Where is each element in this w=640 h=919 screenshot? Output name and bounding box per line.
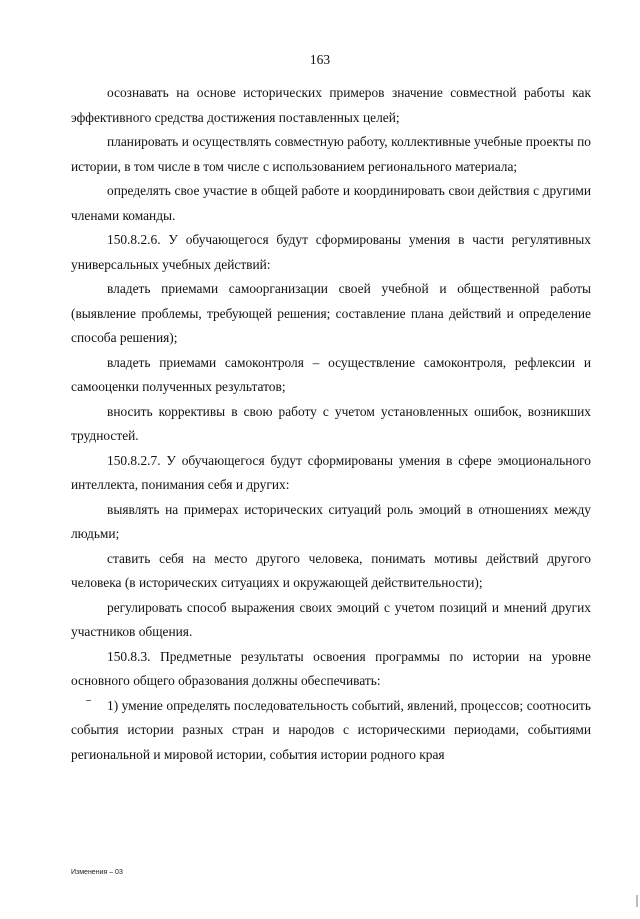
paragraph-3: определять свое участие в общей работе и координировать свои действия с другими членами команды. (71, 183, 591, 223)
page-number: 163 (309, 52, 331, 67)
body-text (71, 81, 591, 767)
paragraph-7: вносить коррективы в свою работу с учетом установленных ошибок, возникших трудностей. (71, 403, 591, 443)
paragraph-9: выявлять на примерах исторических ситуаций роль эмоций в отношениях между людьми; (71, 501, 591, 541)
paragraph-4: 150.8.2.6. У обучающегося будут сформированы умения в части регулятивных универсальных учебных действий: (71, 232, 591, 272)
paragraph-10: ставить себя на место другого человека, понимать мотивы действий другого человека (в исторических ситуациях и окружающей действительности); (71, 550, 591, 590)
paragraph-11: регулировать способ выражения своих эмоций с учетом позиций и мнений других участников общения. (71, 599, 591, 639)
paragraph-12: 150.8.3. Предметные результаты освоения программы по истории на уровне основного общего образования должны обеспечивать: (71, 648, 591, 688)
footer-revision-note: Изменения – 03 (71, 869, 123, 876)
paragraph-13: 1) умение определять последовательность событий, явлений, процессов; соотносить события истории разных стран и народов с историческими периодами, событиями региональной и мировой истории, события истории родного края (71, 697, 591, 762)
paragraph-6: владеть приемами самоконтроля – осуществление самоконтроля, рефлексии и самооценки полученных результатов; (71, 354, 591, 394)
paragraph-2: планировать и осуществлять совместную работу, коллективные учебные проекты по истории, в том числе в том числе с использованием регионального материала; (71, 134, 591, 174)
scan-mark (86, 700, 91, 701)
paragraph-1: осознавать на основе исторических примеров значение совместной работы как эффективного средства достижения поставленных целей; (71, 85, 591, 125)
paragraph-8: 150.8.2.7. У обучающегося будут сформированы умения в сфере эмоционального интеллекта, понимания себя и других: (71, 452, 591, 492)
paragraph-5: владеть приемами самоорганизации своей учебной и общественной работы (выявление проблемы, требующей решения; составление плана действий и определение способа решения); (71, 281, 591, 345)
scan-edge-mark (636, 895, 638, 907)
